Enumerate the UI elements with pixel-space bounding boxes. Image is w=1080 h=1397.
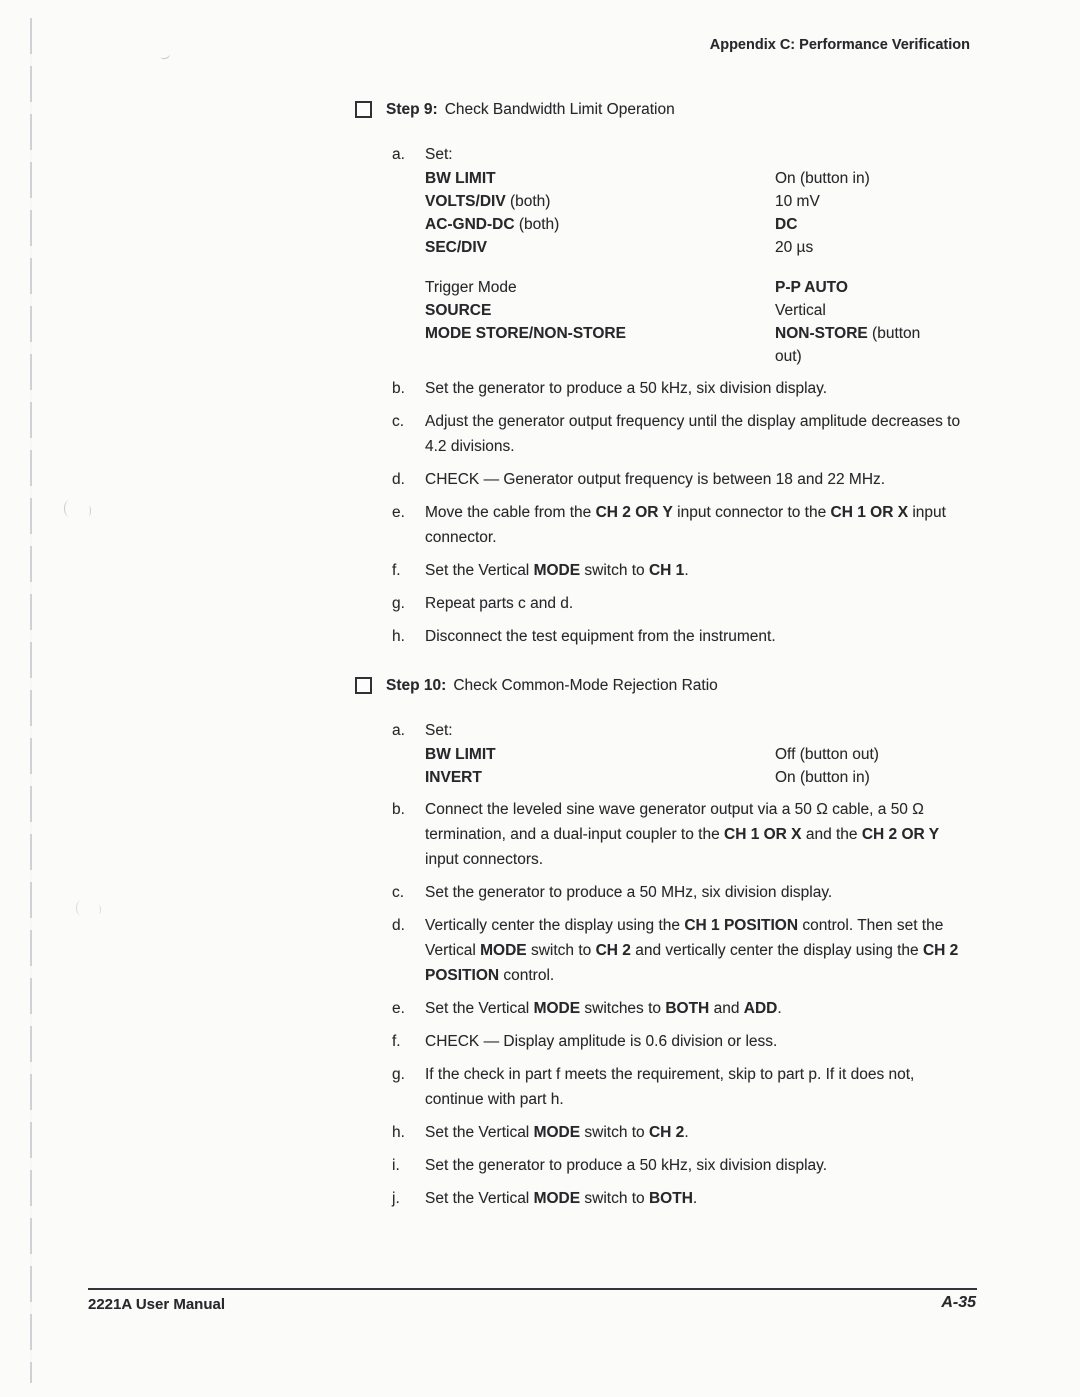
list-item	[392, 1186, 979, 1211]
item-letter: g.	[392, 595, 405, 612]
footer-page-number: A-35	[941, 1294, 976, 1311]
step10-section	[355, 673, 979, 1211]
step9-title: Check Bandwidth Limit Operation	[444, 101, 675, 118]
setting-value: NON-STORE (button	[775, 325, 921, 342]
list-item-a	[392, 142, 979, 368]
settings-table	[425, 743, 973, 789]
settings-table	[425, 167, 973, 368]
settings-row	[425, 213, 973, 236]
list-item	[392, 880, 979, 905]
item-letter: h.	[392, 628, 405, 645]
scan-artifact-mark	[76, 900, 87, 916]
item-text: CHECK — Display amplitude is 0.6 division or less.	[425, 1033, 778, 1050]
scan-artifact-mark	[159, 51, 171, 61]
item-text: Set:	[425, 722, 453, 739]
item-body	[425, 142, 973, 368]
setting-name: BW LIMIT	[425, 170, 496, 187]
item-letter: a.	[392, 722, 405, 739]
list-item	[392, 409, 979, 459]
item-letter: d.	[392, 471, 405, 488]
item-text: If the check in part f meets the requirement, skip to part p. If it does not, continue with part h.	[425, 1066, 915, 1108]
list-item-a	[392, 718, 979, 789]
list-item	[392, 996, 979, 1021]
item-letter: i.	[392, 1157, 400, 1174]
list-item	[392, 1153, 979, 1178]
setting-value: Off (button out)	[775, 746, 879, 763]
settings-row	[425, 322, 973, 345]
item-letter: c.	[392, 413, 405, 430]
item-letter: a.	[392, 146, 405, 163]
item-text: Set the generator to produce a 50 kHz, six division display.	[425, 380, 828, 397]
settings-row	[425, 743, 973, 766]
settings-row	[425, 190, 973, 213]
list-item	[392, 376, 979, 401]
setting-value: On (button in)	[775, 170, 870, 187]
settings-row	[425, 299, 973, 322]
list-item	[392, 467, 979, 492]
setting-name: BW LIMIT	[425, 746, 496, 763]
list-item	[392, 797, 979, 872]
item-letter: j.	[392, 1190, 400, 1207]
item-letter: b.	[392, 801, 405, 818]
item-letter: d.	[392, 917, 405, 934]
setting-name: AC-GND-DC (both)	[425, 216, 560, 233]
item-letter: h.	[392, 1124, 405, 1141]
item-text: Repeat parts c and d.	[425, 595, 574, 612]
step9-label: Step 9:	[386, 101, 438, 118]
item-body	[425, 718, 973, 789]
settings-row	[425, 167, 973, 190]
item-letter: c.	[392, 884, 405, 901]
checkbox-icon	[355, 677, 372, 694]
item-letter: e.	[392, 504, 405, 521]
item-letter: g.	[392, 1066, 405, 1083]
scan-artifact-mark	[64, 500, 75, 517]
step9-heading	[355, 97, 979, 122]
list-item	[392, 558, 979, 583]
item-text: Set the Vertical MODE switch to CH 1.	[425, 562, 689, 579]
item-text: Set the Vertical MODE switch to CH 2.	[425, 1124, 689, 1141]
step10-title: Check Common-Mode Rejection Ratio	[453, 677, 718, 694]
item-text: Set the Vertical MODE switches to BOTH and ADD.	[425, 1000, 782, 1017]
footer-manual-title: 2221A User Manual	[88, 1296, 226, 1313]
list-item	[392, 500, 979, 550]
item-text: Set the Vertical MODE switch to BOTH.	[425, 1190, 698, 1207]
item-text: CHECK — Generator output frequency is between 18 and 22 MHz.	[425, 471, 886, 488]
setting-value: 10 mV	[775, 193, 820, 210]
scan-artifact-line	[30, 18, 32, 1383]
item-text: Move the cable from the CH 2 OR Y input connector to the CH 1 OR X input connector.	[425, 504, 946, 546]
setting-value: On (button in)	[775, 769, 870, 786]
item-letter: b.	[392, 380, 405, 397]
checkbox-icon	[355, 101, 372, 118]
item-text: Set the generator to produce a 50 kHz, six division display.	[425, 1157, 828, 1174]
step10-heading	[355, 673, 979, 698]
setting-name	[425, 345, 775, 368]
settings-row	[425, 236, 973, 259]
step10-label: Step 10:	[386, 677, 447, 694]
setting-name: INVERT	[425, 769, 482, 786]
setting-name: Trigger Mode	[425, 279, 517, 296]
item-text: Connect the leveled sine wave generator output via a 50 Ω cable, a 50 Ω termination, and a dual-input coupler to the CH 1 OR X and the CH 2 OR Y input connectors.	[425, 801, 940, 868]
settings-row	[425, 345, 973, 368]
setting-name: VOLTS/DIV (both)	[425, 193, 551, 210]
setting-value: P-P AUTO	[775, 279, 848, 296]
setting-name: SOURCE	[425, 302, 492, 319]
list-item	[392, 1120, 979, 1145]
main-content	[355, 97, 979, 1219]
item-letter: e.	[392, 1000, 405, 1017]
settings-row	[425, 766, 973, 789]
item-text: Disconnect the test equipment from the instrument.	[425, 628, 776, 645]
list-item	[392, 624, 979, 649]
item-text: Adjust the generator output frequency until the display amplitude decreases to 4.2 divisions.	[425, 413, 961, 455]
list-item	[392, 1062, 979, 1112]
item-letter: f.	[392, 562, 401, 579]
setting-value: Vertical	[775, 302, 826, 319]
setting-value: out)	[775, 348, 802, 365]
footer-rule	[88, 1288, 977, 1290]
setting-name: MODE STORE/NON-STORE	[425, 325, 626, 342]
list-item	[392, 913, 979, 988]
setting-name: SEC/DIV	[425, 239, 488, 256]
item-text: Vertically center the display using the CH 1 POSITION control. Then set the Vertical MODE switch to CH 2 and vertically center the display using the CH 2 POSITION control.	[425, 917, 959, 984]
item-letter: f.	[392, 1033, 401, 1050]
setting-value: 20 µs	[775, 239, 814, 256]
list-item	[392, 1029, 979, 1054]
settings-row	[425, 276, 973, 299]
setting-value: DC	[775, 216, 798, 233]
page-header-title: Appendix C: Performance Verification	[709, 37, 970, 53]
list-item	[392, 591, 979, 616]
item-text: Set:	[425, 146, 453, 163]
item-text: Set the generator to produce a 50 MHz, six division display.	[425, 884, 833, 901]
